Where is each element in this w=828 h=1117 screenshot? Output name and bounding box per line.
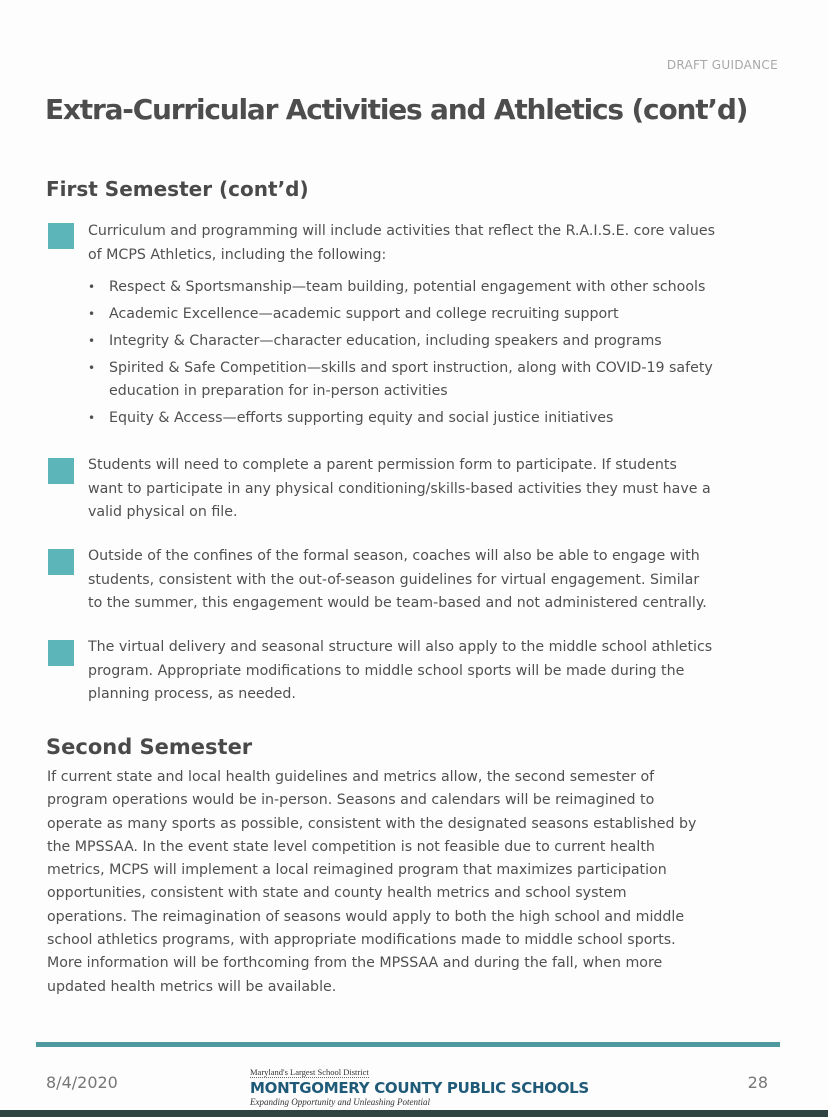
bullet-square-icon [48,549,74,575]
paragraph-permission [88,454,711,525]
text-line: More information will be forthcoming from the MPSSAA and during the fall, when more [47,955,663,972]
text-line: planning process, as needed. [88,686,296,702]
list-item [88,357,713,403]
bullet-square-icon [48,640,74,666]
first-semester-heading: First Semester (cont’d) [46,177,309,201]
footer-date: 8/4/2020 [46,1073,118,1092]
text-line: operations. The reimagination of seasons would apply to both the high school and middle [47,908,685,925]
list-item [88,276,713,299]
list-item [88,303,713,326]
paragraph-out-of-season [88,545,707,616]
list-item [88,330,713,353]
text-line: metrics, MCPS will implement a local reimagined program that maximizes participation [47,862,667,879]
text-line: Students will need to complete a parent permission form to participate. If students [88,457,677,473]
text-line: Curriculum and programming will include activities that reflect the R.A.I.S.E. core values [88,223,715,239]
text-line: • Academic Excellence—academic support and college recruiting support [109,306,619,322]
text-line: of MCPS Athletics, including the following: [88,246,387,263]
text-line: the MPSSAA. In the event state level competition is not feasible due to current health [47,838,655,855]
text-line: updated health metrics will be available. [47,978,337,995]
page-number: 28 [747,1073,768,1092]
text-line: If current state and local health guidelines and metrics allow, the second semester of [47,769,655,785]
paragraph-middle-school [88,636,712,707]
text-line: • Integrity & Character—character education, including speakers and programs [109,333,662,349]
raise-bullet-list [88,276,713,434]
text-line: program. Appropriate modifications to middle school sports will be made during the [88,662,685,679]
bottom-strip [0,1110,828,1117]
footer-divider [36,1042,780,1047]
bullet-square-icon [48,223,74,249]
second-semester-heading: Second Semester [46,735,253,759]
text-line: education in preparation for in-person activities [109,383,448,399]
draft-guidance-label: DRAFT GUIDANCE [666,58,778,72]
mcps-logo [250,1060,589,1107]
text-line: opportunities, consistent with state and county health metrics and school system [47,885,627,902]
text-line: to the summer, this engagement would be team-based and not administered centrally. [88,595,707,611]
text-line: want to participate in any physical conditioning/skills-based activities they must have a [88,480,711,497]
text-line: The virtual delivery and seasonal structure will also apply to the middle school athletics [88,639,713,655]
text-line: valid physical on file. [88,504,238,520]
text-line: program operations would be in-person. Seasons and calendars will be reimagined to [47,792,655,809]
list-item [88,407,713,430]
logo-tagline: Maryland's Largest School District [250,1067,369,1077]
bullet-square-icon [48,458,74,484]
text-line: • Equity & Access—efforts supporting equity and social justice initiatives [109,410,614,426]
second-semester-body [47,766,696,999]
text-line: school athletics programs, with appropriate modifications made to middle school sports. [47,932,676,949]
text-line: students, consistent with the out-of-season guidelines for virtual engagement. Similar [88,571,700,588]
text-line: Outside of the confines of the formal season, coaches will also be able to engage with [88,548,700,564]
text-line: • Respect & Sportsmanship—team building, potential engagement with other schools [109,279,706,295]
text-line: operate as many sports as possible, consistent with the designated seasons established by [47,815,697,832]
logo-subtitle: Expanding Opportunity and Unleashing Potential [250,1097,430,1107]
paragraph-raise [88,220,715,267]
slide-title: Extra-Curricular Activities and Athletics (cont’d) [45,93,748,126]
text-line: • Spirited & Safe Competition—skills and sport instruction, along with COVID-19 safety [109,360,713,376]
logo-name: MONTGOMERY COUNTY PUBLIC SCHOOLS [250,1079,589,1097]
